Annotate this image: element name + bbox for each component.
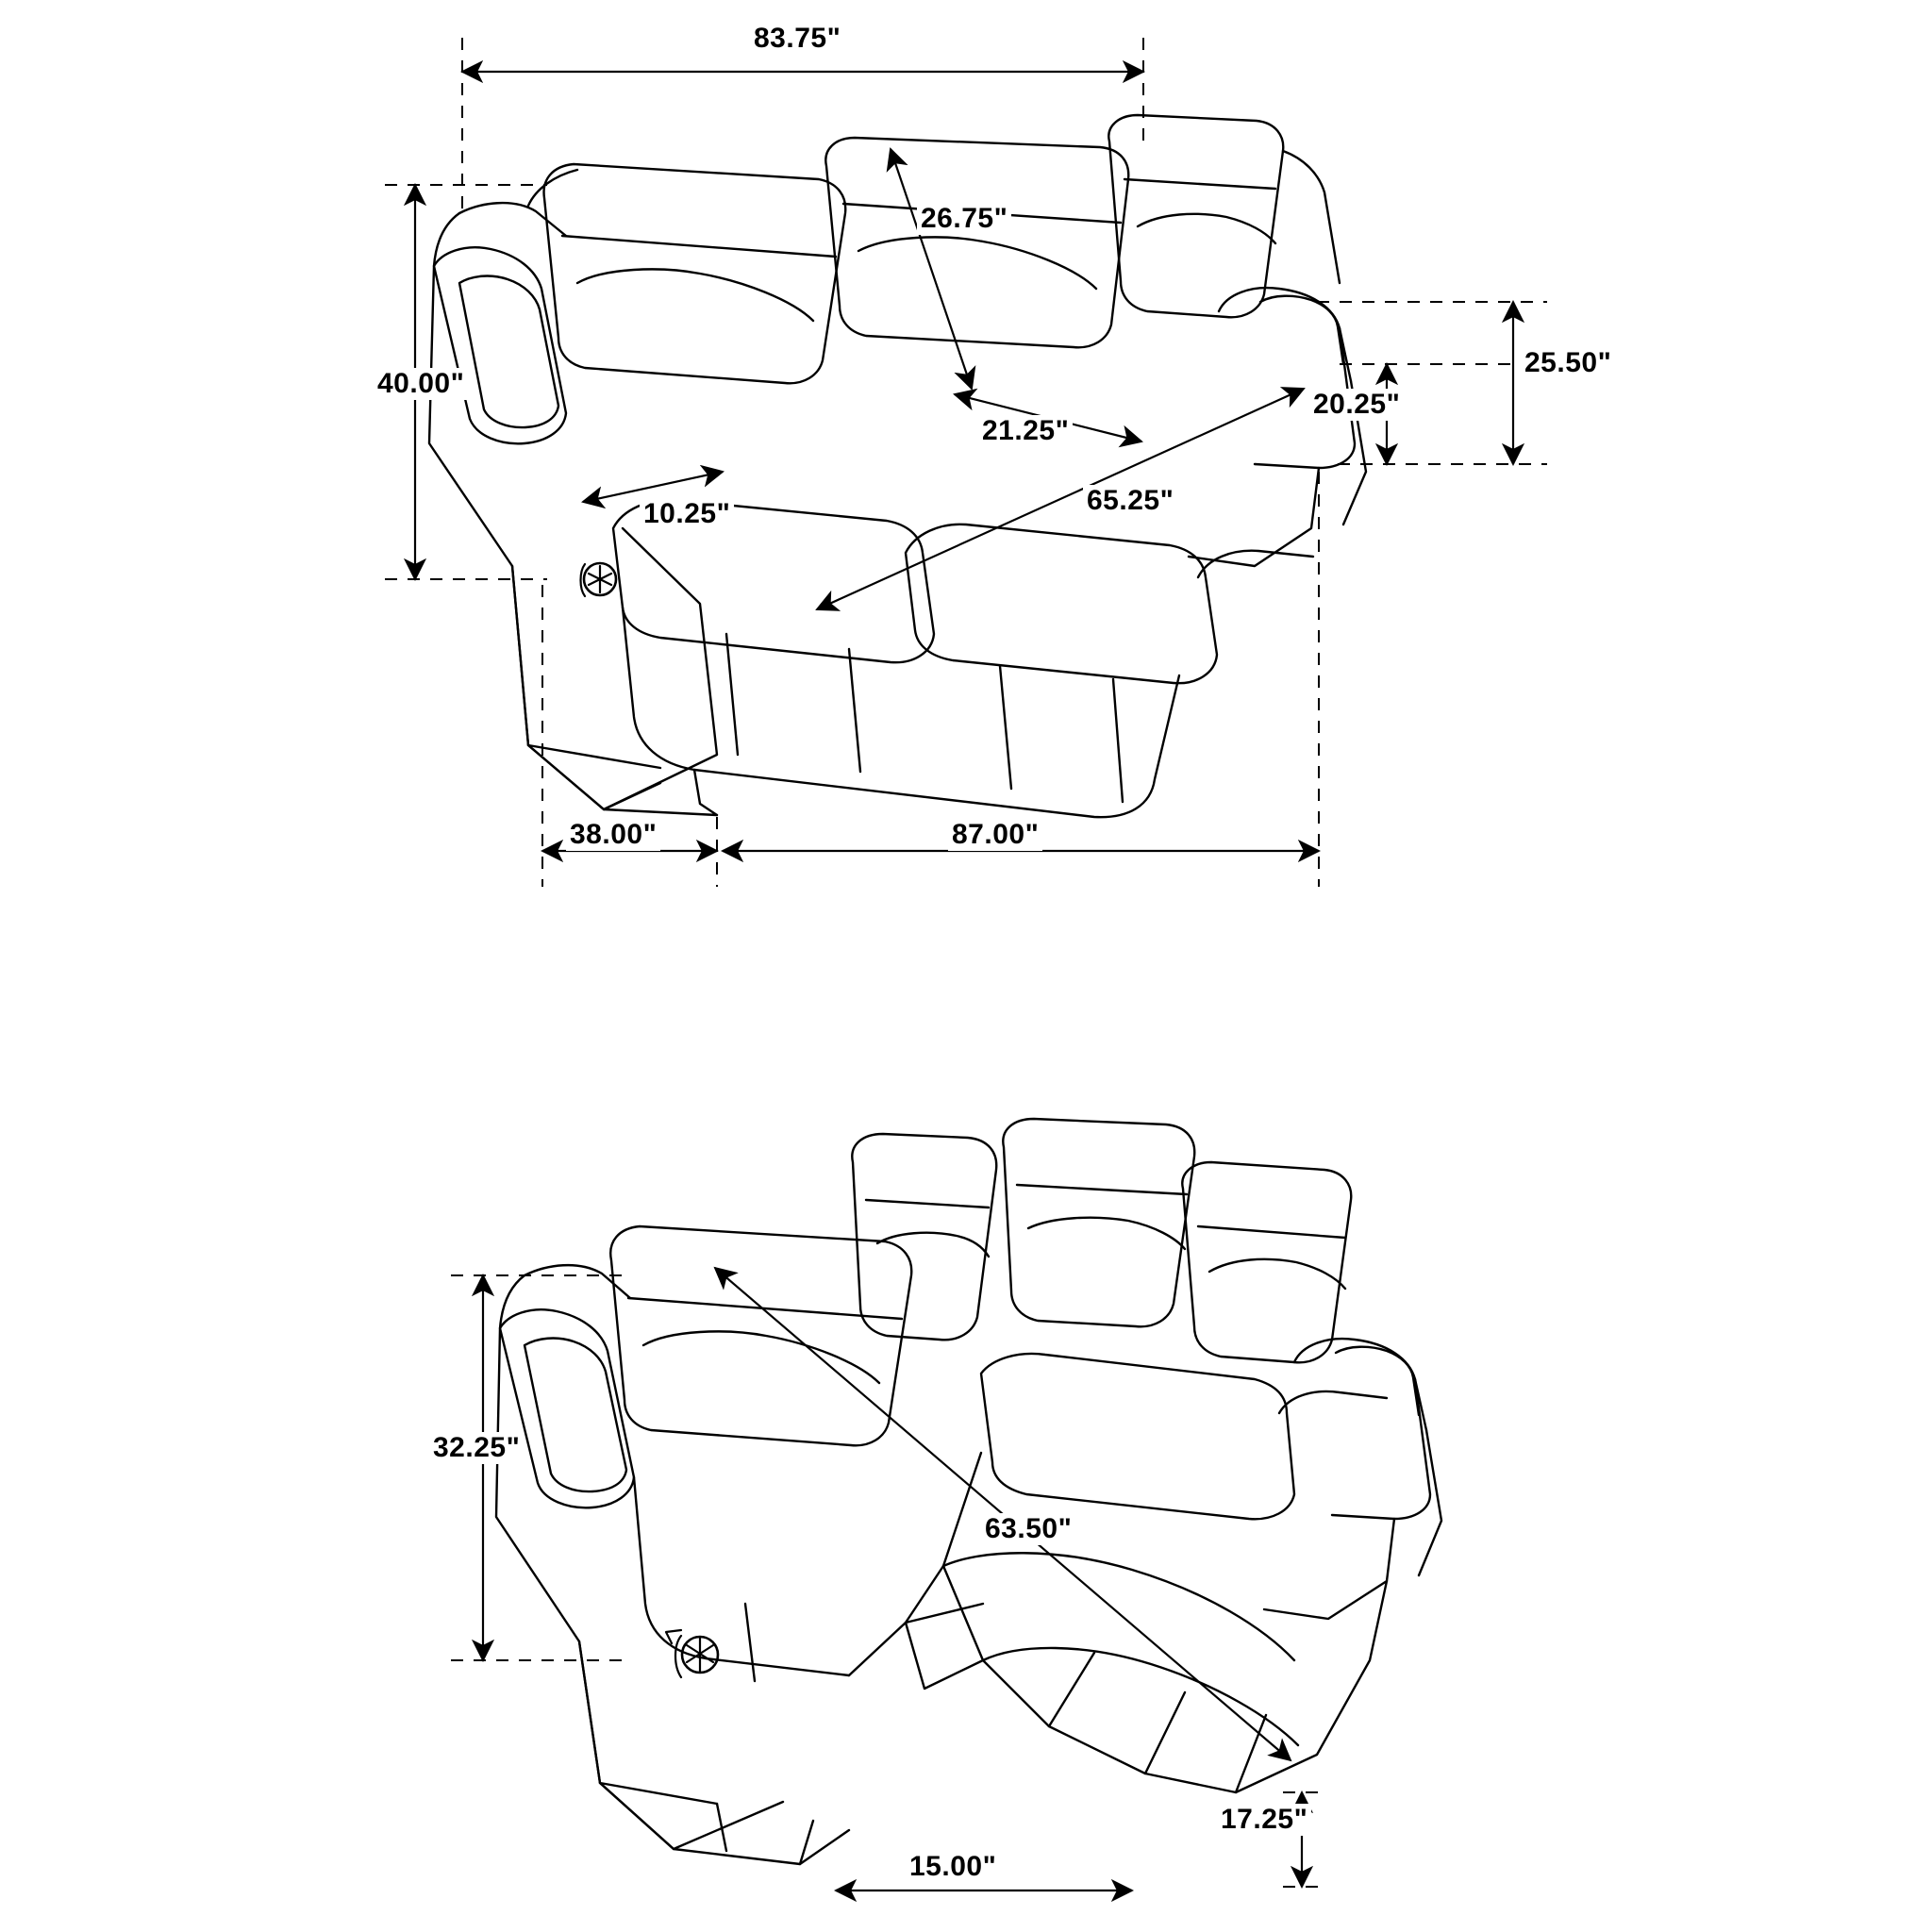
dim-label-footrest-height: 17.25" — [1217, 1804, 1311, 1836]
dim-label-seat-depth: 21.25" — [978, 415, 1073, 447]
dim-line-seat-back-depth — [891, 149, 972, 389]
dim-label-seat-width: 65.25" — [1083, 485, 1177, 517]
dim-label-side-depth-front: 38.00" — [566, 819, 660, 851]
dim-label-overall-depth: 87.00" — [948, 819, 1042, 851]
dim-label-footrest-clearance: 15.00" — [906, 1851, 1000, 1883]
dim-label-arm-height: 25.50" — [1521, 347, 1615, 379]
dim-label-reclined-extension: 63.50" — [981, 1513, 1075, 1545]
upright-sofa-illustration — [429, 115, 1366, 817]
dim-label-seat-back-depth: 26.75" — [917, 203, 1011, 235]
dim-label-overall-width: 83.75" — [750, 23, 844, 55]
dim-label-arm-width: 10.25" — [640, 498, 734, 530]
dim-label-reclined-height: 32.25" — [429, 1432, 524, 1464]
dim-label-overall-height: 40.00" — [374, 368, 468, 400]
dim-label-seat-height: 20.25" — [1309, 389, 1404, 421]
reclined-sofa-illustration — [496, 1119, 1441, 1864]
